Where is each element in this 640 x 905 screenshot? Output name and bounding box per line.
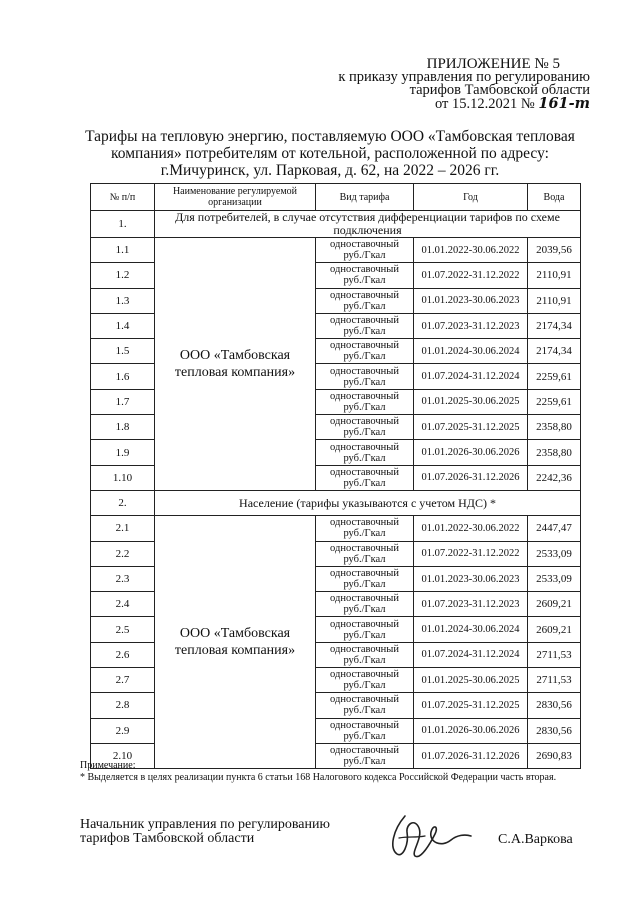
handwritten-signature <box>385 808 475 864</box>
tariff-value: 2039,56 <box>528 238 581 263</box>
tariff-type <box>316 415 414 440</box>
tariff-period: 01.01.2025-30.06.2025 <box>414 668 528 693</box>
tariff-type-line-1: одноставочный <box>330 568 399 579</box>
tariff-type-line-1: одноставочный <box>330 745 399 757</box>
tariff-type-line-1: одноставочный <box>330 542 399 554</box>
row-number: 1.7 <box>91 389 155 414</box>
appendix-date: от 15.12.2021 № <box>435 96 535 112</box>
tariff-value: 2110,91 <box>528 263 581 288</box>
tariff-type-line-1: одноставочный <box>330 239 399 251</box>
tariff-type-line-1: одноставочный <box>330 289 399 301</box>
notes-heading: Примечание: <box>80 760 136 771</box>
appendix-order-line: к приказу управления по регулированию <box>338 69 590 85</box>
tariff-value: 2259,61 <box>528 364 581 389</box>
tariff-type <box>316 364 414 389</box>
tariff-period: 01.07.2023-31.12.2023 <box>414 313 528 338</box>
title-line-3: г.Мичуринск, ул. Парковая, д. 62, на 2022 – 2026 гг. <box>160 162 500 179</box>
tariff-type-line-1: одноставочный <box>330 315 399 327</box>
position-line-2: тарифов Тамбовской области <box>80 831 255 846</box>
table-row <box>91 238 581 263</box>
tariff-type-line-1: одноставочный <box>330 669 399 681</box>
row-number: 2.4 <box>91 592 155 617</box>
tariff-value: 2259,61 <box>528 389 581 414</box>
notes <box>80 760 590 784</box>
organization-name: ООО «Тамбовская тепловая компания» <box>155 516 316 769</box>
tariff-value: 2533,09 <box>528 541 581 566</box>
tariff-type-line-2: руб./Гкал <box>343 300 386 312</box>
tariff-type <box>316 718 414 743</box>
tariff-type <box>316 668 414 693</box>
document-title <box>70 128 590 179</box>
tariff-type <box>316 541 414 566</box>
tariff-type-line-2: руб./Гкал <box>343 604 386 616</box>
row-number: 2.1 <box>91 516 155 541</box>
tariff-period: 01.01.2024-30.06.2024 <box>414 617 528 642</box>
tariff-type <box>316 389 414 414</box>
tariff-type-line-2: руб./Гкал <box>343 351 386 363</box>
tariff-value: 2174,34 <box>528 313 581 338</box>
tariff-type-line-1: одноставочный <box>330 441 399 453</box>
tariff-type <box>316 263 414 288</box>
tariff-type <box>316 693 414 718</box>
tariff-period: 01.01.2023-30.06.2023 <box>414 566 528 591</box>
header-num: № п/п <box>91 184 155 211</box>
position-line-1: Начальник управления по регулированию <box>80 817 330 832</box>
tariff-type <box>316 465 414 490</box>
tariff-value: 2830,56 <box>528 718 581 743</box>
tariff-period: 01.07.2026-31.12.2026 <box>414 743 528 768</box>
tariff-value: 2609,21 <box>528 592 581 617</box>
tariff-type-line-2: руб./Гкал <box>343 452 386 464</box>
row-number: 1.1 <box>91 238 155 263</box>
tariff-value: 2174,34 <box>528 339 581 364</box>
tariff-value: 2690,83 <box>528 743 581 768</box>
tariff-type-line-1: одноставочный <box>330 340 399 352</box>
header-org: Наименование регулируемой организации <box>155 184 316 211</box>
tariff-type <box>316 516 414 541</box>
title-line-2: компания» потребителям от котельной, расположенной по адресу: <box>111 145 549 162</box>
tariff-value: 2358,80 <box>528 440 581 465</box>
signatory-position <box>80 818 330 846</box>
group-label: Население (тарифы указываются с учетом НДС) * <box>155 490 581 515</box>
tariff-period: 01.01.2025-30.06.2025 <box>414 389 528 414</box>
tariff-type <box>316 238 414 263</box>
appendix-authority-line: тарифов Тамбовской области <box>409 82 590 98</box>
tariff-type-line-2: руб./Гкал <box>343 376 386 388</box>
tariff-type-line-2: руб./Гкал <box>343 680 386 692</box>
tariff-period: 01.07.2022-31.12.2022 <box>414 541 528 566</box>
tariff-value: 2110,91 <box>528 288 581 313</box>
title-line-1: Тарифы на тепловую энергию, поставляемую ООО «Тамбовская тепловая <box>85 128 575 145</box>
organization-name: ООО «Тамбовская тепловая компания» <box>155 238 316 491</box>
tariff-type-line-2: руб./Гкал <box>343 654 386 666</box>
tariff-period: 01.07.2024-31.12.2024 <box>414 642 528 667</box>
tariff-type-line-2: руб./Гкал <box>343 553 386 565</box>
tariff-type-line-1: одноставочный <box>330 694 399 706</box>
tariff-period: 01.01.2023-30.06.2023 <box>414 288 528 313</box>
tariff-value: 2711,53 <box>528 668 581 693</box>
row-number: 2.8 <box>91 693 155 718</box>
tariff-type <box>316 440 414 465</box>
row-number: 2.6 <box>91 642 155 667</box>
tariff-period: 01.07.2023-31.12.2023 <box>414 592 528 617</box>
appendix-header <box>300 58 590 111</box>
row-number: 2.7 <box>91 668 155 693</box>
tariff-type-line-1: одноставочный <box>330 719 399 731</box>
group-number: 2. <box>91 490 155 515</box>
tariff-type-line-2: руб./Гкал <box>343 427 386 439</box>
tariff-type <box>316 592 414 617</box>
row-number: 1.2 <box>91 263 155 288</box>
table-row <box>91 516 581 541</box>
tariff-value: 2447,47 <box>528 516 581 541</box>
tariff-type-line-2: руб./Гкал <box>343 629 386 641</box>
group-number: 1. <box>91 211 155 238</box>
tariff-value: 2533,09 <box>528 566 581 591</box>
tariff-period: 01.01.2022-30.06.2022 <box>414 516 528 541</box>
tariff-type-line-1: одноставочный <box>330 264 399 276</box>
row-number: 2.3 <box>91 566 155 591</box>
tariff-period: 01.07.2025-31.12.2025 <box>414 415 528 440</box>
group-heading-row <box>91 211 581 238</box>
tariff-period: 01.01.2026-30.06.2026 <box>414 440 528 465</box>
tariff-type-line-1: одноставочный <box>330 618 399 630</box>
row-number: 1.9 <box>91 440 155 465</box>
appendix-title: ПРИЛОЖЕНИЕ № 5 <box>426 56 560 72</box>
tariff-type-line-2: руб./Гкал <box>343 756 386 768</box>
tariff-type-line-2: руб./Гкал <box>343 730 386 742</box>
tariff-type-line-2: руб./Гкал <box>343 275 386 287</box>
tariff-period: 01.01.2024-30.06.2024 <box>414 339 528 364</box>
row-number: 1.4 <box>91 313 155 338</box>
row-number: 1.10 <box>91 465 155 490</box>
header-water: Вода <box>528 184 581 211</box>
tariff-value: 2609,21 <box>528 617 581 642</box>
tariff-type <box>316 642 414 667</box>
tariff-period: 01.01.2022-30.06.2022 <box>414 238 528 263</box>
tariff-type-line-1: одноставочный <box>330 517 399 529</box>
row-number: 2.2 <box>91 541 155 566</box>
tariff-period: 01.07.2025-31.12.2025 <box>414 693 528 718</box>
tariff-period: 01.07.2024-31.12.2024 <box>414 364 528 389</box>
tariff-type-line-1: одноставочный <box>330 365 399 377</box>
header-type: Вид тарифа <box>316 184 414 211</box>
tariff-type-line-1: одноставочный <box>330 643 399 655</box>
signatory-name: С.А.Варкова <box>498 832 573 847</box>
tariff-period: 01.01.2026-30.06.2026 <box>414 718 528 743</box>
row-number: 1.8 <box>91 415 155 440</box>
tariff-type-line-2: руб./Гкал <box>343 528 386 540</box>
tariff-type <box>316 313 414 338</box>
row-number: 1.3 <box>91 288 155 313</box>
tariff-type-line-2: руб./Гкал <box>343 477 386 489</box>
row-number: 2.9 <box>91 718 155 743</box>
row-number: 2.5 <box>91 617 155 642</box>
tariff-type-line-2: руб./Гкал <box>343 326 386 338</box>
appendix-date-line <box>300 97 590 111</box>
tariff-period: 01.07.2022-31.12.2022 <box>414 263 528 288</box>
tariff-value: 2242,36 <box>528 465 581 490</box>
tariff-type <box>316 288 414 313</box>
tariff-type <box>316 617 414 642</box>
group-label: Для потребителей, в случае отсутствия дифференциации тарифов по схеме подключения <box>155 211 581 238</box>
table-header-row <box>91 184 581 211</box>
header-year: Год <box>414 184 528 211</box>
tariff-value: 2358,80 <box>528 415 581 440</box>
tariff-value: 2830,56 <box>528 693 581 718</box>
tariff-type <box>316 339 414 364</box>
tariff-type <box>316 566 414 591</box>
tariff-type-line-2: руб./Гкал <box>343 705 386 717</box>
tariff-value: 2711,53 <box>528 642 581 667</box>
tariff-type-line-2: руб./Гкал <box>343 579 386 590</box>
tariff-type-line-1: одноставочный <box>330 390 399 402</box>
tariff-table <box>90 183 581 769</box>
tariff-type-line-2: руб./Гкал <box>343 250 386 262</box>
tariff-type-line-2: руб./Гкал <box>343 401 386 413</box>
order-number-handwritten: 161-т <box>538 95 590 112</box>
tariff-period: 01.07.2026-31.12.2026 <box>414 465 528 490</box>
row-number: 1.6 <box>91 364 155 389</box>
tariff-type-line-1: одноставочный <box>330 466 399 478</box>
tariff-type-line-1: одноставочный <box>330 416 399 428</box>
row-number: 2.10 <box>91 743 155 768</box>
group-heading-row <box>91 490 581 515</box>
tariff-type-line-1: одноставочный <box>330 593 399 605</box>
row-number: 1.5 <box>91 339 155 364</box>
notes-text: * Выделяется в целях реализации пункта 6 статьи 168 Налогового кодекса Российской Федерации часть вторая. <box>80 772 557 783</box>
